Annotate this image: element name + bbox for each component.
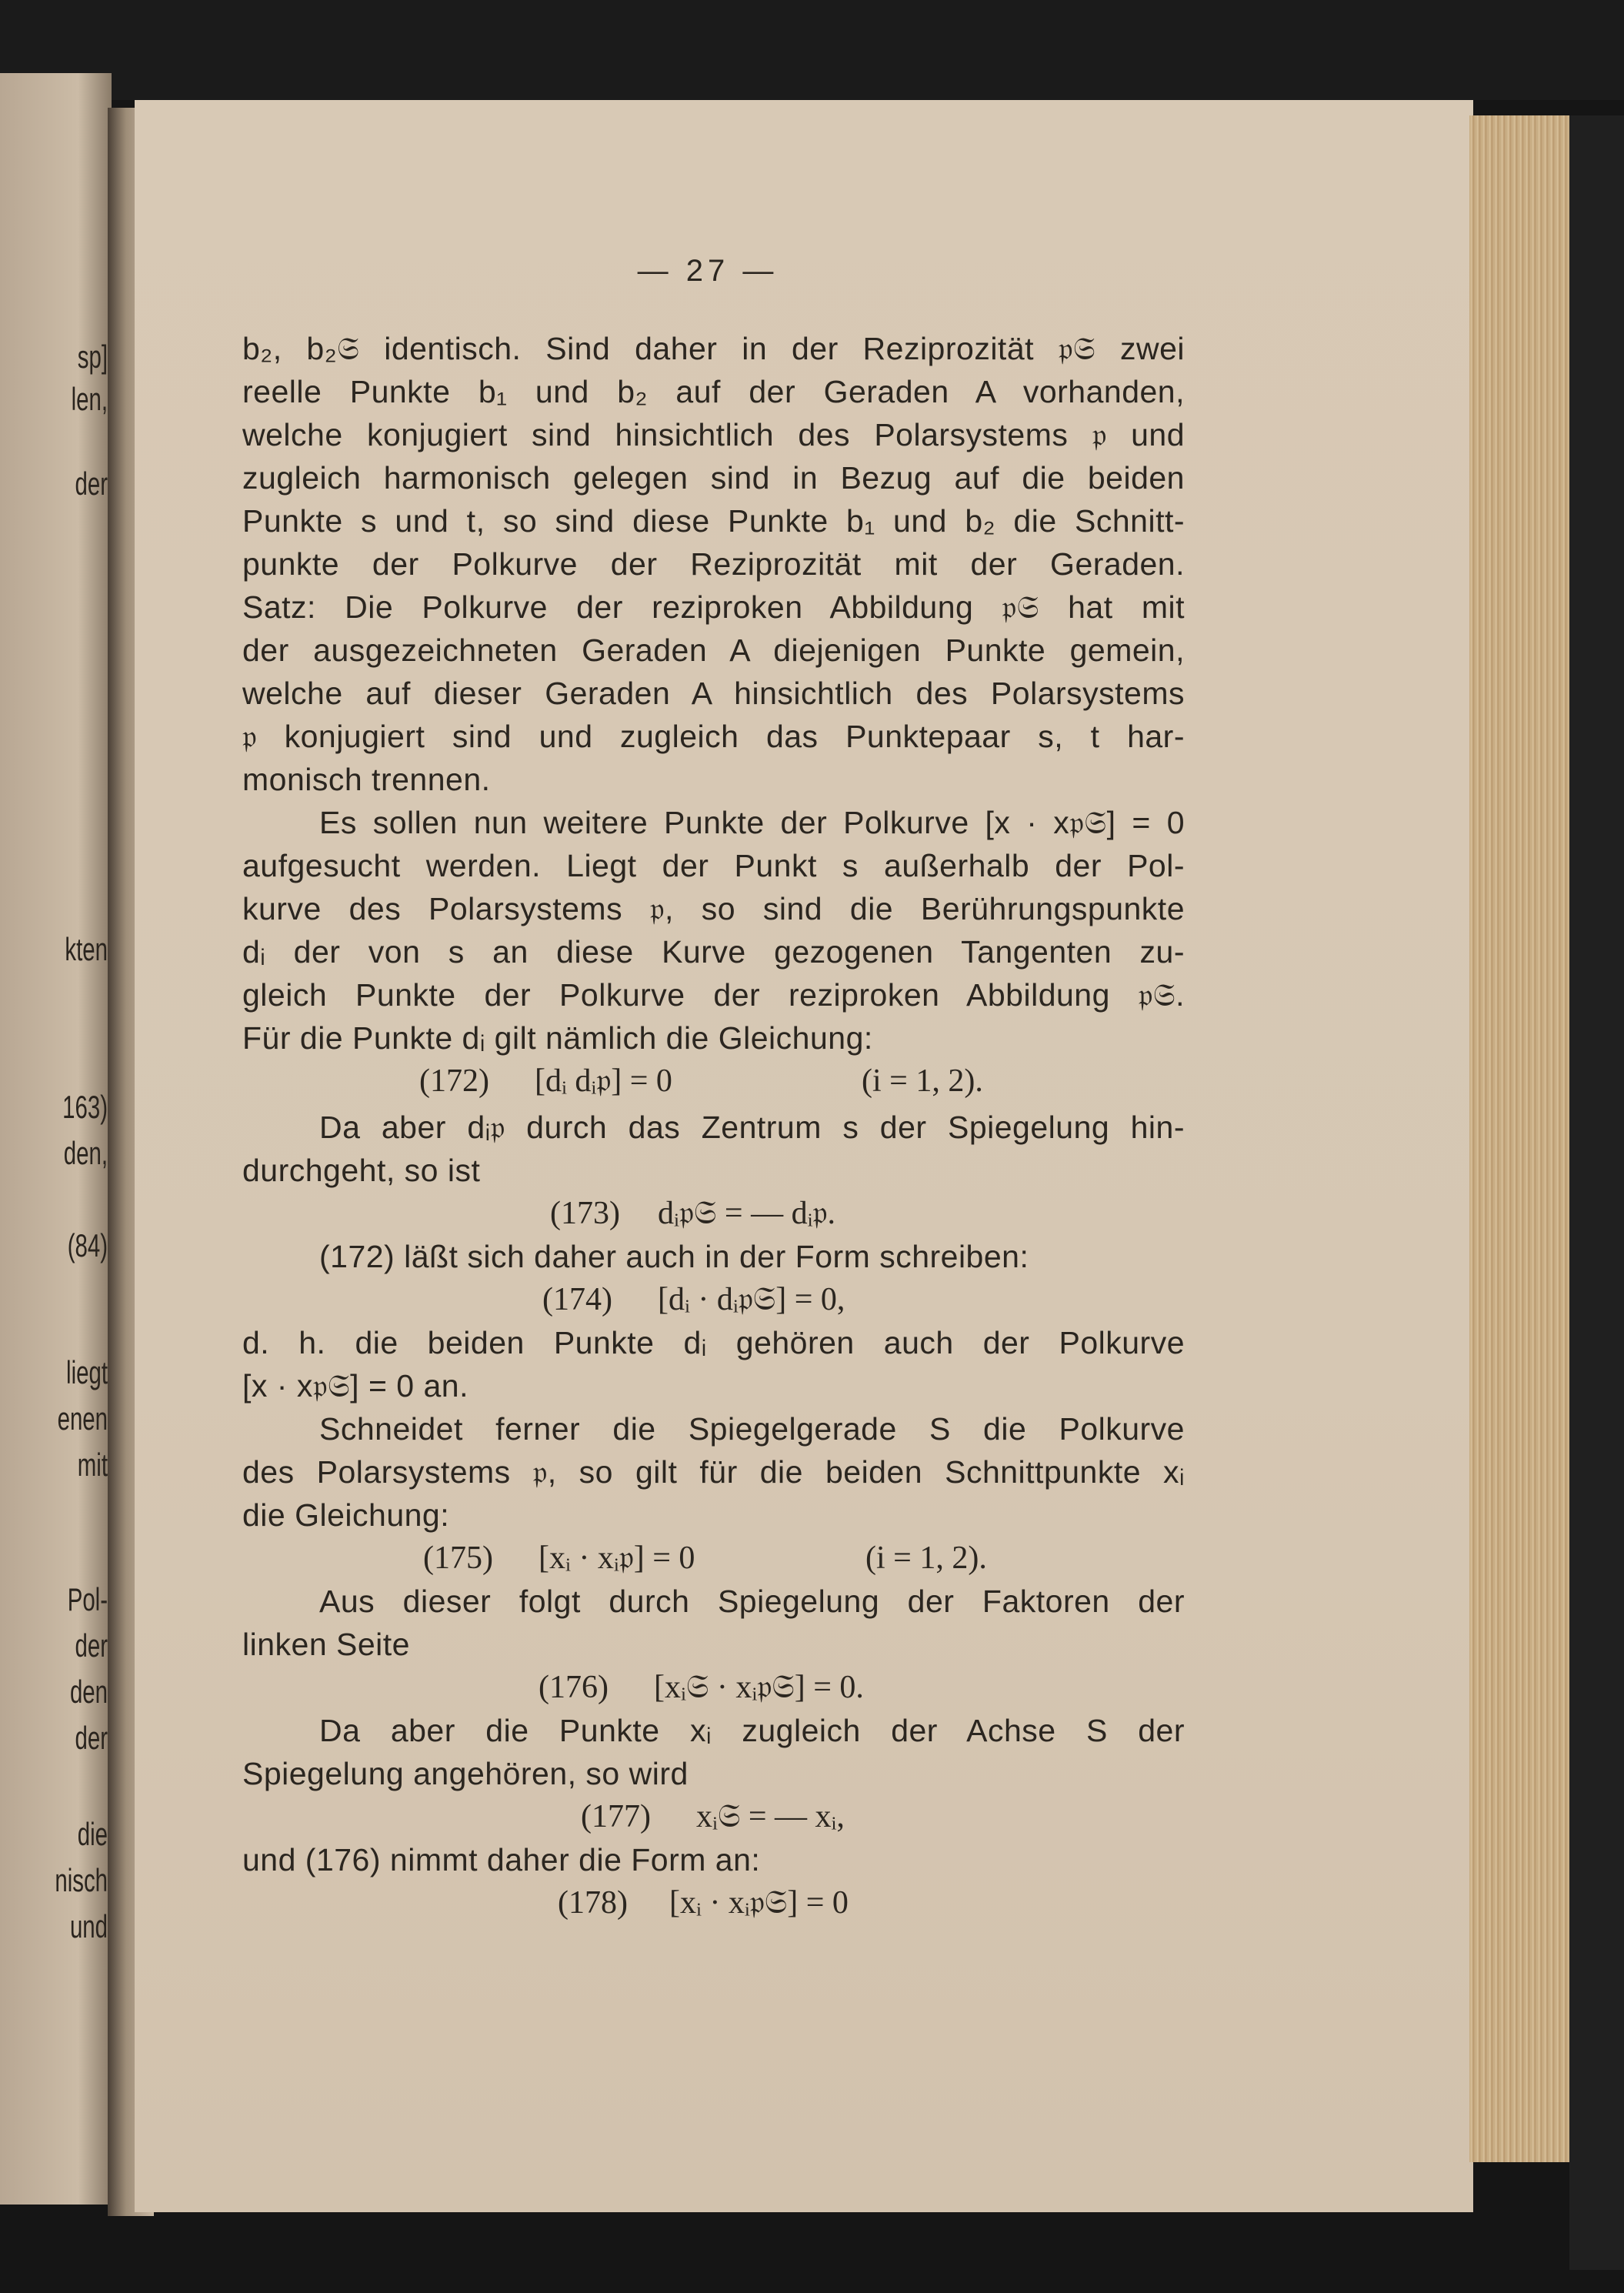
text-line: Schneidet ferner die Spiegelgerade S die Polkurve xyxy=(319,1411,1185,1447)
equation-number: (175) xyxy=(423,1540,493,1576)
text-line: [x · x𝔭𝔖] = 0 an. xyxy=(242,1368,469,1404)
text-line: reelle Punkte b₁ und b₂ auf der Geraden A vorhanden, xyxy=(242,374,1185,409)
left-page-fragment: liegt xyxy=(66,1354,108,1390)
text-line: kurve des Polarsystems 𝔭, so sind die Berührungspunkte xyxy=(242,891,1185,926)
text-line: punkte der Polkurve der Reziprozität mit der Geraden. xyxy=(242,546,1185,582)
text-line: b₂, b₂𝔖 identisch. Sind daher in der Reziprozität 𝔭𝔖 zwei xyxy=(242,331,1185,366)
left-page-fragment: die xyxy=(77,1816,108,1852)
text-line: und (176) nimmt daher die Form an: xyxy=(242,1842,761,1877)
text-line: der ausgezeichneten Geraden A diejenigen Punkte gemein, xyxy=(242,632,1185,668)
equation-body: [dᵢ dᵢ𝔭] = 0 xyxy=(535,1063,672,1099)
left-page-fragment: kten xyxy=(65,931,108,967)
left-page-fragment: der xyxy=(75,1720,108,1756)
equation-number: (172) xyxy=(419,1063,489,1099)
page-stack-edge xyxy=(1469,115,1569,2162)
text-line: d. h. die beiden Punkte dᵢ gehören auch der Polkurve xyxy=(242,1325,1185,1360)
left-page-fragment: den xyxy=(69,1674,108,1710)
equation-body: [xᵢ · xᵢ𝔭] = 0 xyxy=(539,1540,695,1576)
page-number: — 27 — xyxy=(637,254,779,288)
text-line: durchgeht, so ist xyxy=(242,1153,481,1188)
text-line: Satz: Die Polkurve der reziproken Abbildung 𝔭𝔖 hat mit xyxy=(242,589,1185,625)
equation-body: dᵢ𝔭𝔖 = — dᵢ𝔭. xyxy=(658,1196,835,1231)
left-page-fragment: mit xyxy=(77,1447,108,1483)
equation-condition: (i = 1, 2). xyxy=(865,1540,987,1576)
left-page-fragment: sp] xyxy=(77,339,108,375)
text-line: Da aber dᵢ𝔭 durch das Zentrum s der Spiegelung hin- xyxy=(319,1110,1185,1145)
text-line: Es sollen nun weitere Punkte der Polkurve [x · x𝔭𝔖] = 0 xyxy=(319,805,1185,840)
text-line: Für die Punkte dᵢ gilt nämlich die Gleichung: xyxy=(242,1020,873,1056)
text-line: Punkte s und t, so sind diese Punkte b₁ und b₂ die Schnitt- xyxy=(242,503,1185,539)
left-page-fragment: nisch xyxy=(55,1862,108,1898)
left-page-fragment: der xyxy=(75,1627,108,1664)
equation-body: [dᵢ · dᵢ𝔭𝔖] = 0, xyxy=(658,1282,845,1317)
text-line: des Polarsystems 𝔭, so gilt für die beiden Schnittpunkte xᵢ xyxy=(242,1454,1185,1490)
text-line: dᵢ der von s an diese Kurve gezogenen Tangenten zu- xyxy=(242,934,1185,970)
equation-body: [xᵢ𝔖 · xᵢ𝔭𝔖] = 0. xyxy=(654,1670,864,1705)
left-page-fragment: Pol- xyxy=(67,1581,108,1617)
text-line: (172) läßt sich daher auch in der Form schreiben: xyxy=(319,1239,1029,1274)
equation-number: (176) xyxy=(539,1670,609,1705)
left-page-fragment: len, xyxy=(71,381,108,417)
text-line: Spiegelung angehören, so wird xyxy=(242,1756,689,1791)
equation-condition: (i = 1, 2). xyxy=(862,1063,983,1099)
left-page-fragment: den, xyxy=(63,1135,108,1171)
left-page-fragment: enen xyxy=(57,1400,108,1437)
left-page-fragment: der xyxy=(75,466,108,502)
equation-body: xᵢ𝔖 = — xᵢ, xyxy=(696,1799,845,1834)
text-line: die Gleichung: xyxy=(242,1497,450,1533)
text-line: welche konjugiert sind hinsichtlich des Polarsystems 𝔭 und xyxy=(242,417,1185,452)
text-line: welche auf dieser Geraden A hinsichtlich des Polarsystems xyxy=(242,676,1185,711)
text-line: linken Seite xyxy=(242,1627,410,1662)
left-page-fragment: 163) xyxy=(62,1089,108,1125)
equation-number: (177) xyxy=(581,1799,651,1834)
equation-number: (174) xyxy=(542,1282,612,1317)
text-line: aufgesucht werden. Liegt der Punkt s außerhalb der Pol- xyxy=(242,848,1185,883)
scan-background xyxy=(0,0,1624,100)
text-line: Aus dieser folgt durch Spiegelung der Faktoren der xyxy=(319,1584,1185,1619)
text-line: monisch trennen. xyxy=(242,762,491,797)
text-line: gleich Punkte der Polkurve der reziproken Abbildung 𝔭𝔖. xyxy=(242,977,1185,1013)
text-line: zugleich harmonisch gelegen sind in Bezug auf die beiden xyxy=(242,460,1185,496)
equation-number: (173) xyxy=(550,1196,620,1231)
left-page-fragment: (84) xyxy=(67,1227,108,1263)
left-page-edge xyxy=(0,73,112,2205)
left-page-fragment: und xyxy=(69,1908,108,1944)
text-line: Da aber die Punkte xᵢ zugleich der Achse S der xyxy=(319,1713,1185,1748)
equation-body: [xᵢ · xᵢ𝔭𝔖] = 0 xyxy=(669,1885,849,1921)
equation-number: (178) xyxy=(558,1885,628,1921)
text-line: 𝔭 konjugiert sind und zugleich das Punktepaar s, t har- xyxy=(242,719,1185,754)
scan-background-right xyxy=(1569,115,1624,2270)
